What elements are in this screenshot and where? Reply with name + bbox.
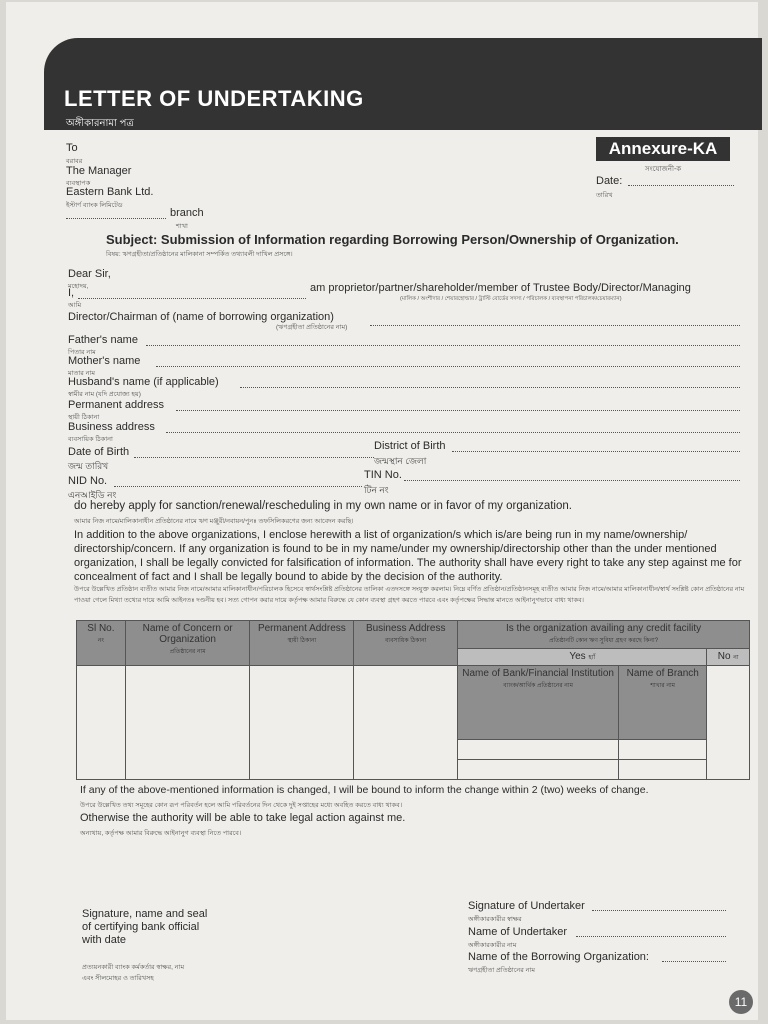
subject-line: Subject: Submission of Information regarding Borrowing Person/Ownership of Organization. bbox=[106, 232, 679, 247]
mother-line[interactable] bbox=[156, 366, 740, 367]
table-header-no: No না bbox=[707, 649, 750, 666]
bank-bengali: ইস্টার্ণ ব্যাংক লিমিটেড bbox=[66, 202, 123, 209]
change-statement: If any of the above-mentioned information is changed, I will be bound to inform the change within 2 (two) weeks of change. bbox=[80, 784, 649, 796]
bank-label: Eastern Bank Ltd. bbox=[66, 186, 154, 198]
table-cell-branch[interactable] bbox=[619, 740, 707, 760]
certify-bengali: প্রত্যয়নকারী ব্যাংক কর্মকর্তার স্বাক্ষর, নাম এবং সীলমোহর ও তারিখসহ bbox=[82, 964, 185, 982]
branch-label: branch bbox=[170, 207, 204, 219]
signature-undertaker-label: Signature of Undertaker bbox=[468, 900, 585, 912]
signature-undertaker-line[interactable] bbox=[592, 910, 726, 911]
father-label: Father's name bbox=[68, 334, 138, 346]
permanent-bengali: স্থায়ী ঠিকানা bbox=[68, 414, 100, 421]
permanent-label: Permanent address bbox=[68, 399, 164, 411]
table-cell-name[interactable] bbox=[125, 666, 250, 780]
otherwise-bengali: অন্যথায়, কর্তৃপক্ষ আমার বিরুদ্ধে আইনানুগ ব্যবস্থা নিতে পারবে। bbox=[80, 830, 242, 837]
tin-label: TIN No. bbox=[364, 469, 402, 481]
organization-line[interactable] bbox=[370, 325, 740, 326]
name-undertaker-bengali: অঙ্গীকারকারীর নাম bbox=[468, 942, 517, 949]
document-title-bengali: অঙ্গীকারনামা পত্র bbox=[66, 118, 134, 129]
director-bengali: (ঋণগ্রহীতা প্রতিষ্ঠানের নাম) bbox=[276, 324, 348, 331]
district-bengali: জন্মস্থান জেলা bbox=[374, 456, 427, 466]
table-cell-sl[interactable] bbox=[77, 666, 126, 780]
table-header-business: Business Address ব্যবসায়িক ঠিকানা bbox=[354, 621, 458, 666]
manager-bengali: ব্যবস্থাপক bbox=[66, 180, 91, 187]
apply-bengali: আমার নিজ নামে/মালিকানাধীন প্রতিষ্ঠানের নামে ঋণ মঞ্জুরী/নবায়ন/পুনঃ তফসিলিকরণের জন্য আবেদন করছি। bbox=[74, 518, 354, 525]
to-label: To bbox=[66, 142, 78, 154]
name-undertaker-label: Name of Undertaker bbox=[468, 926, 568, 938]
table-cell-business[interactable] bbox=[354, 666, 458, 780]
business-label: Business address bbox=[68, 421, 155, 433]
branch-line[interactable] bbox=[66, 218, 166, 219]
to-bengali: বরাবর bbox=[66, 158, 83, 165]
dob-line[interactable] bbox=[134, 457, 374, 458]
husband-bengali: স্বামীর নাম (যদি প্রযোজ্য হয়) bbox=[68, 391, 141, 398]
dob-label: Date of Birth bbox=[68, 446, 130, 458]
manager-label: The Manager bbox=[66, 165, 132, 177]
apply-statement: do hereby apply for sanction/renewal/rescheduling in my own name or in favor of my organization. bbox=[74, 500, 572, 512]
table-cell-branch[interactable] bbox=[619, 760, 707, 780]
salutation: Dear Sir, bbox=[68, 268, 111, 280]
mother-label: Mother's name bbox=[68, 355, 141, 367]
addition-paragraph: In addition to the above organizations, I enclose herewith a list of organization/s which is/are being run in my name/ownership/ directorship/concern. If any organization is found to be in my name/under my ownership/directorship other than the under mentioned organization, I shall be legally convicted for falsification of information. The authority shall have every right to take any step against me for concealment of fact and I shall be legally bound to abide by the decision of the authority. bbox=[74, 529, 742, 583]
annexure-badge: Annexure-KA bbox=[596, 137, 730, 161]
district-line[interactable] bbox=[452, 451, 740, 452]
husband-label: Husband's name (if applicable) bbox=[68, 376, 219, 388]
document-title: LETTER OF UNDERTAKING bbox=[64, 86, 364, 111]
business-line[interactable] bbox=[166, 432, 740, 433]
addition-bengali: উপরে উল্লেখিত প্রতিষ্ঠান ব্যতীত আমার নিজ নামে/আমার মালিকানাধীন/পরিচালক হিসেবে স্বার্থসংশ্লিষ্ট প্রতিষ্ঠানের তালিকা এতদসঙ্গে সংযুক্ত করলাম। নিম্নে বর্ণিত প্রতিষ্ঠান/প্রতিষ্ঠানসমূহ ব্যতীত আমার নিজ নামে/আমার মালিকানাধীন/স্বার্থ সংশ্লিষ্ট কোন প্রতিষ্ঠানের নাম পাওয়া গেলে মিথ্যা তথ্যের দায়ে আমি আইনতঃ দণ্ডনীয় হব। সত্য গোপন করার দায়ে কর্তৃপক্ষ আমার বিরুদ্ধে যে কোন ব্যবস্থা গ্রহণ করতে পারবে এবং কর্তৃপক্ষের সিদ্ধান্ত মানতে আইনানুগভাবে বাধ্য থাকব। bbox=[74, 586, 745, 604]
table-header-permanent: Permanent Address স্থায়ী ঠিকানা bbox=[250, 621, 354, 666]
signature-undertaker-bengali: অঙ্গীকারকারীর স্বাক্ষর bbox=[468, 916, 522, 923]
tin-bengali: টিন নং bbox=[364, 485, 389, 495]
name-undertaker-line[interactable] bbox=[576, 936, 726, 937]
table-cell-permanent[interactable] bbox=[250, 666, 354, 780]
name-org-label: Name of the Borrowing Organization: bbox=[468, 951, 649, 963]
table-header-sl: Sl No. নং bbox=[77, 621, 126, 666]
date-label: Date: bbox=[596, 175, 623, 187]
director-label: Director/Chairman of (name of borrowing organization) bbox=[68, 311, 334, 323]
tin-line[interactable] bbox=[404, 480, 740, 481]
date-line[interactable] bbox=[628, 185, 734, 186]
table-header-credit: Is the organization availing any credit facility প্রতিষ্ঠানটি কোন ঋণ সুবিধা গ্রহণ করছে কিনা? bbox=[458, 621, 750, 649]
subject-bengali: বিষয়: ঋণগ্রহীতা/প্রতিষ্ঠানের মালিকানা সম্পর্কিত তথ্যাবলী দাখিল প্রসঙ্গে। bbox=[106, 251, 293, 258]
date-bengali: তারিখ bbox=[596, 192, 613, 199]
table-header-yes: Yes হ্যাঁ bbox=[458, 649, 707, 666]
husband-line[interactable] bbox=[240, 387, 740, 388]
i-bengali: আমি bbox=[68, 302, 82, 309]
branch-bengali: শাখা bbox=[176, 223, 188, 230]
father-bengali: পিতার নাম bbox=[68, 349, 96, 356]
table-cell-bank[interactable] bbox=[458, 760, 619, 780]
table-cell-no[interactable] bbox=[707, 666, 750, 780]
page-number: 11 bbox=[729, 990, 753, 1014]
table-cell-bank[interactable] bbox=[458, 740, 619, 760]
table-header-bank: Name of Bank/Financial Institution ব্যাংক/আর্থিক প্রতিষ্ঠানের নাম bbox=[458, 666, 619, 740]
name-org-bengali: ঋণগ্রহীতা প্রতিষ্ঠানের নাম bbox=[468, 967, 535, 974]
organization-table bbox=[76, 620, 750, 780]
dob-bengali: জন্ম তারিখ bbox=[68, 461, 109, 471]
table-header-branch: Name of Branch শাখার নাম bbox=[619, 666, 707, 740]
nid-label: NID No. bbox=[68, 475, 108, 487]
annexure-bengali: সংযোজনী-ক bbox=[645, 166, 682, 173]
i-label: I, bbox=[68, 287, 75, 299]
proprietor-label: am proprietor/partner/shareholder/member of Trustee Body/Director/Managing bbox=[310, 282, 691, 294]
change-bengali: উপরে উল্লেখিত তথ্য সমূহের কোন রূপ পরিবর্তন হলে আমি পরিবর্তনের দিন থেকে দুই সপ্তাহের মধ্যে অবহিত করতে বাধ্য থাকব। bbox=[80, 802, 403, 809]
table-header-name: Name of Concern or Organization প্রতিষ্ঠানের নাম bbox=[125, 621, 250, 666]
district-label: District of Birth bbox=[374, 440, 446, 452]
name-org-line[interactable] bbox=[662, 961, 726, 962]
certify-label: Signature, name and seal of certifying bank official with date bbox=[82, 908, 208, 946]
mother-bengali: মাতার নাম bbox=[68, 370, 96, 377]
nid-bengali: এনআইডি নং bbox=[68, 490, 117, 500]
otherwise-statement: Otherwise the authority will be able to take legal action against me. bbox=[80, 812, 406, 824]
permanent-line[interactable] bbox=[176, 410, 740, 411]
name-line[interactable] bbox=[78, 298, 306, 299]
nid-line[interactable] bbox=[114, 486, 362, 487]
father-line[interactable] bbox=[146, 345, 740, 346]
title-band bbox=[44, 38, 762, 130]
business-bengali: ব্যবসায়িক ঠিকানা bbox=[68, 436, 113, 443]
proprietor-bengali: (মালিক / অংশীদার / শেয়ারহোল্ডার / ট্রাস্টি বোর্ডের সদস্য / পরিচালক / ব্যবস্থাপনা পরিচালক/চেয়ারম্যান) bbox=[400, 296, 622, 302]
salutation-bengali: মহোদয়, bbox=[68, 283, 89, 290]
